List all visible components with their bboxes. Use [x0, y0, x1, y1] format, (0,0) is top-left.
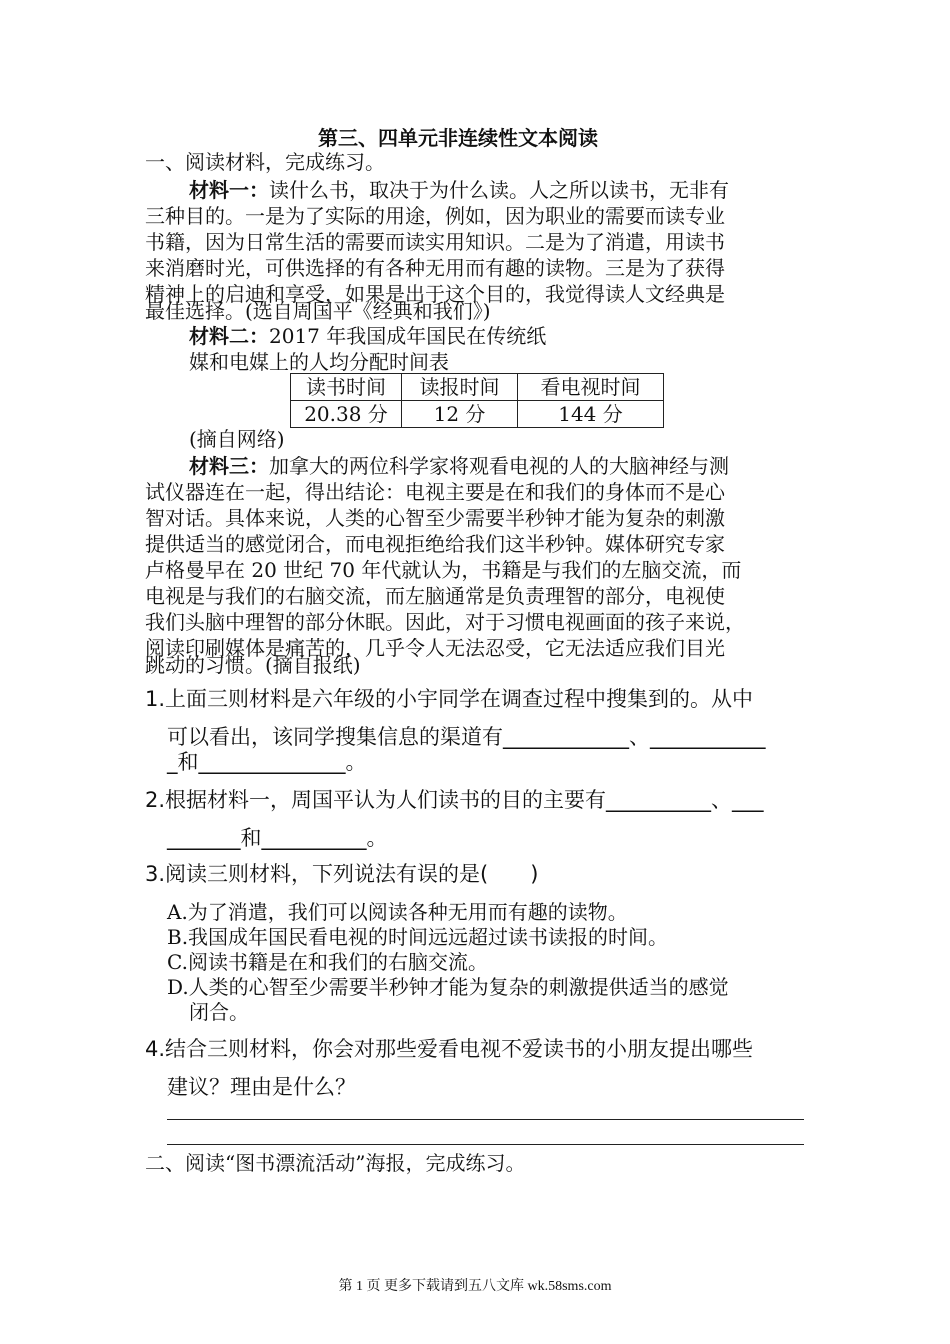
- material3-line: 智对话。具体来说，人类的心智至少需要半秒钟才能为复杂的刺激: [145, 506, 725, 530]
- table-header-cell: 读书时间: [291, 374, 402, 401]
- question-2-blanks: _______和__________。: [167, 826, 388, 850]
- option-d: D.人类的心智至少需要半秒钟才能为复杂的刺激提供适当的感觉: [167, 975, 729, 999]
- time-allocation-table: [290, 373, 664, 428]
- table-cell: 144 分: [518, 401, 664, 428]
- table-header-row: [291, 374, 664, 401]
- material2-source: (摘自网络): [189, 427, 285, 451]
- question-1-blanks: 可以看出，该同学搜集信息的渠道有____________、___________: [167, 725, 766, 749]
- material3-line: 卢格曼早在 20 世纪 70 年代就认为，书籍是与我们的左脑交流，而: [145, 558, 742, 582]
- table-header-cell: 读报时间: [402, 374, 518, 401]
- question-1: 1.上面三则材料是六年级的小宇同学在调查过程中搜集到的。从中: [145, 687, 754, 711]
- material1-line: 精神上的启迪和享受，如果是出于这个目的，我觉得读人文经典是: [145, 282, 725, 306]
- material1-label: 材料一：: [189, 178, 269, 202]
- material1-line: 最佳选择。(选自周国平《经典和我们》): [145, 299, 491, 323]
- table-row: [291, 401, 664, 428]
- option-c: C.阅读书籍是在和我们的右脑交流。: [167, 950, 488, 974]
- answer-line: [167, 1119, 804, 1120]
- table-cell: 20.38 分: [291, 401, 402, 428]
- option-a: A.为了消遣，我们可以阅读各种无用而有趣的读物。: [167, 900, 628, 924]
- material3-line: 试仪器连在一起，得出结论：电视主要是在和我们的身体而不是心: [145, 480, 725, 504]
- question-1-blanks: _和______________。: [167, 750, 367, 774]
- material3-label: 材料三：: [189, 454, 269, 478]
- section2-heading: 二、阅读“图书漂流活动”海报，完成练习。: [145, 1151, 526, 1175]
- material1-line: 材料一：读什么书，取决于为什么读。人之所以读书，无非有: [189, 178, 729, 202]
- table-cell: 12 分: [402, 401, 518, 428]
- question-4: 建议？理由是什么？: [167, 1075, 356, 1099]
- question-2: 2.根据材料一，周国平认为人们读书的目的主要有__________、___: [145, 788, 764, 812]
- section1-heading: 一、阅读材料，完成练习。: [145, 150, 385, 174]
- material2-line: 媒和电媒上的人均分配时间表: [189, 350, 449, 374]
- material3-line: 阅读印刷媒体是痛苦的，几乎令人无法忍受，它无法适应我们目光: [145, 636, 725, 660]
- material2-label: 材料二：: [189, 324, 269, 348]
- option-d-continued: 闭合。: [189, 1000, 249, 1024]
- material2-line: 材料二：2017 年我国成年国民在传统纸: [189, 324, 547, 348]
- question-4: 4.结合三则材料，你会对那些爱看电视不爱读书的小朋友提出哪些: [145, 1037, 754, 1061]
- material1-line: 来消磨时光，可供选择的有各种无用而有趣的读物。三是为了获得: [145, 256, 725, 280]
- material3-line: 跳动的习惯。(摘自报纸): [145, 653, 361, 677]
- material3-line: 我们头脑中理智的部分休眠。因此，对于习惯电视画面的孩子来说，: [145, 610, 745, 634]
- table-header-cell: 看电视时间: [518, 374, 664, 401]
- page-footer: 第 1 页 更多下载请到五八文库 wk.58sms.com: [338, 1279, 612, 1294]
- question-3: 3.阅读三则材料，下列说法有误的是( ): [145, 862, 539, 886]
- material3-line: 材料三：加拿大的两位科学家将观看电视的人的大脑神经与测: [189, 454, 729, 478]
- page-title: 第三、四单元非连续性文本阅读: [318, 126, 598, 150]
- material1-line: 三种目的。一是为了实际的用途，例如，因为职业的需要而读专业: [145, 204, 725, 228]
- material3-line: 电视是与我们的右脑交流，而左脑通常是负责理智的部分，电视使: [145, 584, 725, 608]
- material3-line: 提供适当的感觉闭合，而电视拒绝给我们这半秒钟。媒体研究专家: [145, 532, 725, 556]
- answer-line: [167, 1144, 804, 1145]
- option-b: B.我国成年国民看电视的时间远远超过读书读报的时间。: [167, 925, 669, 949]
- material1-line: 书籍，因为日常生活的需要而读实用知识。二是为了消遣，用读书: [145, 230, 725, 254]
